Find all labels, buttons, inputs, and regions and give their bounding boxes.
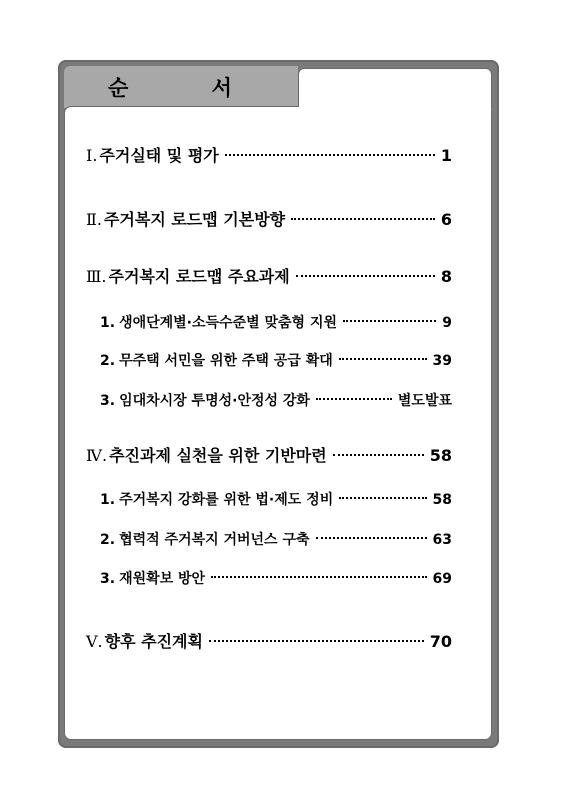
toc-page: 70 [429,632,452,651]
toc-label: 무주택 서민을 위한 주택 공급 확대 [119,353,333,369]
toc-label: 주거복지 로드맵 기본방향 [103,210,286,229]
toc-page: 69 [432,571,452,587]
toc-number: Ⅱ. [86,210,102,229]
toc-page: 별도발표 [397,393,452,409]
toc-number: Ⅲ. [86,267,107,286]
toc-entry-3-2[interactable] [86,350,452,370]
toc-label: 임대차시장 투명성·안정성 강화 [119,393,310,409]
tab-joint [299,100,491,112]
toc-entry-3-1[interactable] [86,312,452,332]
toc-entry-4-3[interactable] [86,568,452,588]
toc-label: 생애단계별·소득수준별 맞춤형 지원 [119,315,337,331]
dot-leader [211,576,426,578]
toc-label: 주거실태 및 평가 [99,146,219,165]
toc-number: 3. [100,571,116,587]
page-title: 순 서 [108,76,270,100]
toc-page: 58 [432,492,452,508]
dot-leader [339,497,426,499]
dot-leader [291,218,435,220]
dot-leader [296,275,435,277]
toc-number: 2. [100,532,116,548]
toc-page: 9 [442,315,452,331]
toc-number: Ⅴ. [86,632,103,651]
dot-leader [316,537,427,539]
toc-number: 1. [100,492,116,508]
dot-leader [343,320,436,322]
dot-leader [333,454,424,456]
toc-label: 재원확보 방안 [119,571,206,587]
toc-label: 주거복지 로드맵 주요과제 [108,267,290,286]
toc-label: 향후 추진계획 [104,632,203,651]
toc-page: 8 [440,267,452,286]
dot-leader [225,154,435,156]
toc-entry-4-1[interactable] [86,489,452,509]
toc-number: 2. [100,353,116,369]
toc-entry-2[interactable] [86,207,452,230]
dot-leader [209,640,424,642]
dot-leader [316,398,392,400]
toc-page: 58 [429,446,452,465]
toc-label: 추진과제 실천을 위한 기반마련 [109,446,327,465]
toc-page: 39 [432,353,452,369]
toc-page: 6 [440,210,452,229]
toc-number: Ⅳ. [86,446,108,465]
dot-leader [339,358,427,360]
toc-page: 1 [440,146,452,165]
toc-entry-3-3[interactable] [86,390,452,410]
toc-entry-4-2[interactable] [86,529,452,549]
toc-number: 1. [100,315,116,331]
toc-number: Ⅰ. [86,146,98,165]
toc-entry-5[interactable] [86,629,452,652]
toc-entry-3[interactable] [86,264,452,287]
toc-entry-1[interactable] [86,143,452,166]
toc-entry-4[interactable] [86,443,452,466]
toc-label: 주거복지 강화를 위한 법·제도 정비 [119,492,334,508]
toc-page: 63 [432,532,452,548]
toc-number: 3. [100,393,116,409]
toc-label: 협력적 주거복지 거버넌스 구축 [119,532,310,548]
